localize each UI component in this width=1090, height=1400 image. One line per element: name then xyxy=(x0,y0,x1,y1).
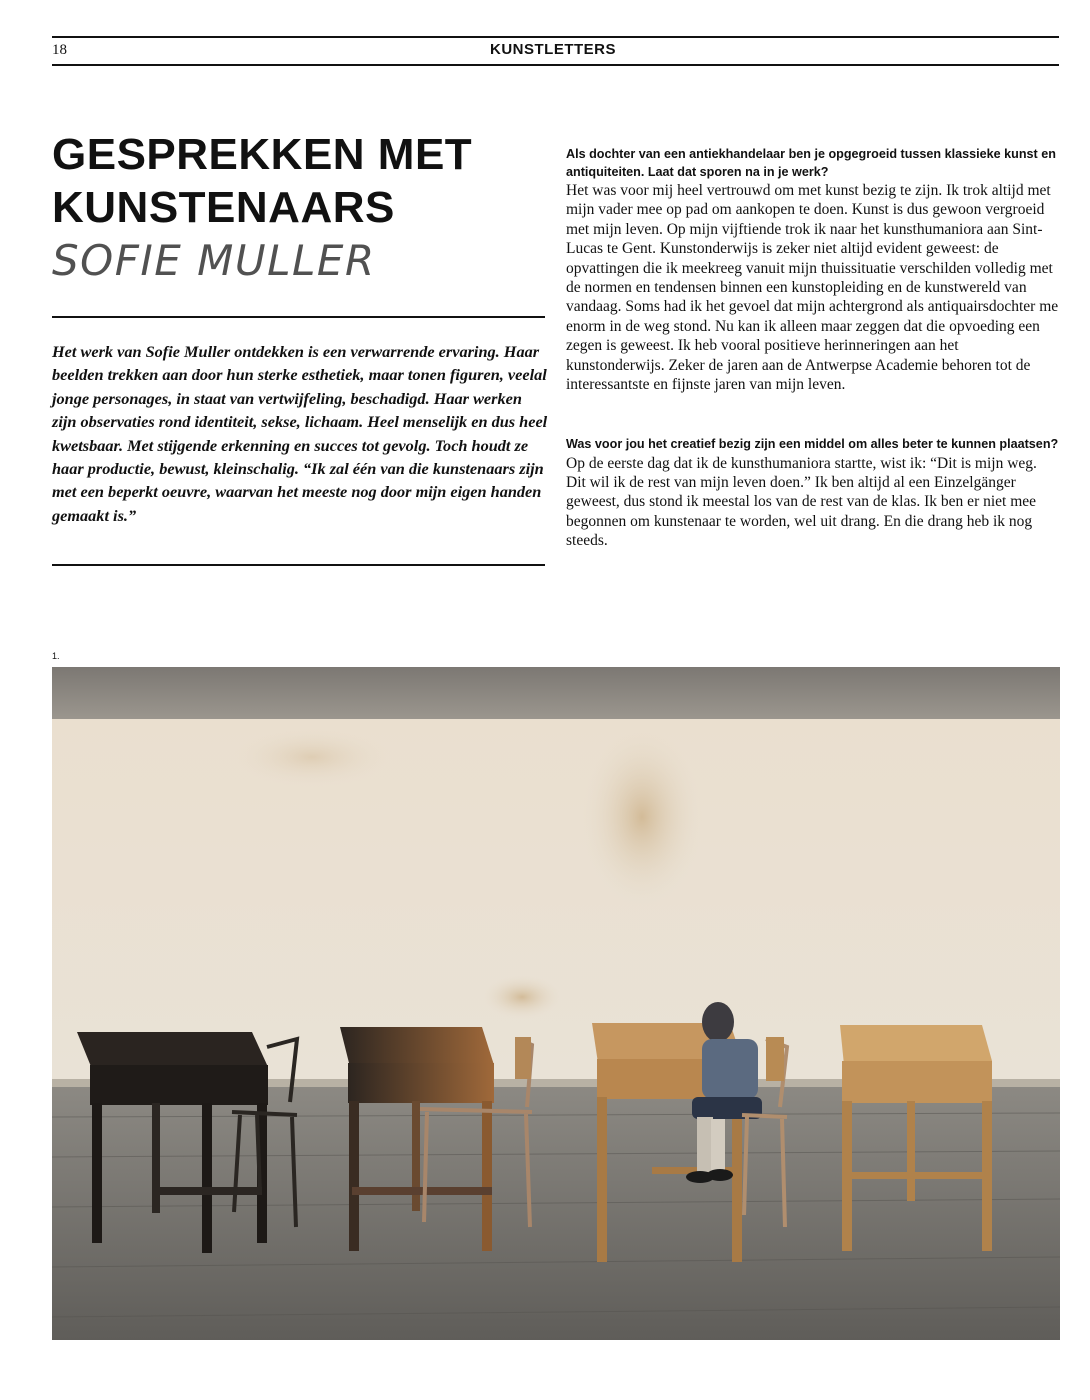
artwork-photo xyxy=(52,667,1060,1340)
chair-2-back xyxy=(515,1037,531,1079)
article-title xyxy=(52,128,532,234)
section-title: KUNSTLETTERS xyxy=(490,41,616,58)
interview-block-1 xyxy=(566,146,1060,394)
header-top-rule xyxy=(52,36,1059,38)
interview-question: Als dochter van een antiekhandelaar ben je opgegroeid tussen klassieke kunst en antiquiteiten. Laat dat sporen na in je werk? xyxy=(566,147,1056,179)
intro-bottom-rule xyxy=(52,564,545,566)
article-subtitle xyxy=(52,236,376,285)
title-line-2: KUNSTENAARS xyxy=(52,183,395,232)
interview-answer: Op de eerste dag dat ik de kunsthumaniora startte, wist ik: “Dit is mijn weg. Dit wil ik de rest van mijn leven doen.” Ik ben altijd al een Einzelgänger geweest, dus stond ik meestal los van de rest van de klas. Ik ben er niet mee begonnen om kunstenaar te worden, wel uit drang. En die drang heb ik nog steeds. xyxy=(566,454,1037,550)
intro-top-rule xyxy=(52,316,545,318)
title-line-1: GESPREKKEN MET xyxy=(52,130,473,179)
chair-3-back xyxy=(766,1037,784,1081)
interview-question: Was voor jou het creatief bezig zijn een middel om alles beter te kunnen plaatsen? xyxy=(566,437,1059,451)
intro-paragraph: Het werk van Sofie Muller ontdekken is een verwarrende ervaring. Haar beelden trekken aan door hun sterke esthetiek, maar tonen figuren, veelal jonge personages, in staat van vertwijfeling, beschadigd. Haar werken zijn observaties rond identiteit, sekse, lichaam. Heel menselijk en dus heel kwetsbaar. Met stijgende erkenning en succes tot gevolg. Toch houdt ze haar productie, bewust, kleinschalig. “Ik zal één van die kunstenaars zijn met een beperkt oeuvre, waarvan het meeste nog door mijn eigen handen gemaakt is.” xyxy=(52,342,548,525)
ceiling xyxy=(52,667,1060,719)
page-number: 18 xyxy=(52,42,67,58)
wall-stain xyxy=(582,727,702,907)
interview-answer: Het was voor mij heel vertrouwd om met kunst bezig te zijn. Ik trok altijd met mijn vader mee op pad om aankopen te doen. Kunst is dus gewoon vergroeid met mijn leven. Op mijn vijftiende trok ik naar het kunsthumaniora aan Sint-Lucas te Gent. Kunstonderwijs is zeker niet altijd evident geweest: de opvattingen die ik meekreeg vanuit mijn thuissituatie verschilden volledig met de normen en tendensen binnen een kunstopleiding en de kunstwereld van vandaag. Soms had ik het gevoel dat mijn achtergrond als antiquairsdochter me enorm in de weg stond. Nu kan ik alleen maar zeggen dat die opvoeding een zegen is geweest. Ik heb vooral positieve herinneringen aan het kunstonderwijs. Zeker de jaren aan de Antwerpse Academie behoren tot de interessantste en fijnste jaren van mijn leven. xyxy=(566,182,1059,394)
interview-block-2 xyxy=(566,436,1060,551)
wall-stain xyxy=(482,975,562,1019)
subtitle-text: SOFIE MULLER xyxy=(52,236,376,285)
figure-number: 1. xyxy=(52,651,60,661)
header-bottom-rule xyxy=(52,64,1059,66)
wall-stain xyxy=(232,727,392,787)
